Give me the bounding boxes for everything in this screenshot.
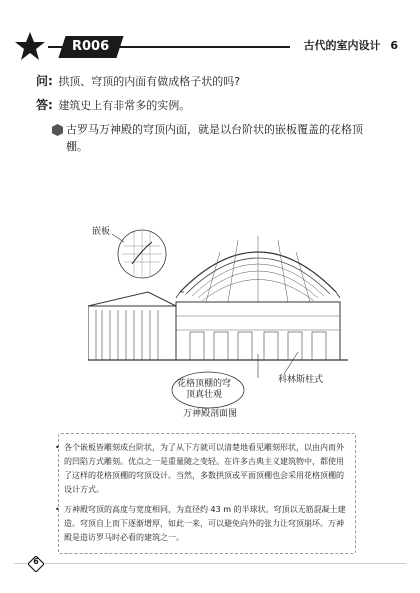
question-key: 问: (36, 74, 53, 88)
section-code-badge (58, 36, 123, 58)
note-item-2 (55, 503, 350, 545)
panel-label: 嵌板 (92, 227, 111, 237)
hexagon-bullet-icon (52, 124, 63, 136)
page-number: 6 (33, 557, 39, 566)
bullet-dot: • (55, 505, 60, 514)
answer-text: 建筑史上有非常多的实例。 (58, 99, 191, 112)
footer-rule (14, 563, 406, 564)
answer-line (36, 96, 190, 113)
chapter-number: 6 (390, 39, 398, 52)
question-line (36, 72, 240, 89)
note-text-1: 各个嵌板皆雕刻成台阶状，为了从下方就可以清楚地看见雕刻形状，以由内而外的凹陷方式雕刻。优点之一是重量随之变轻。在许多古典主义建筑物中，都使用了这样的花格顶棚的穹顶设计。当然，多数拱顶或平面顶棚也会采用花格顶棚的设计方式。 (64, 443, 344, 494)
section-code: R006 (72, 39, 110, 54)
note-item-1 (55, 441, 350, 497)
coffer-bubble-label: 花格顶棚的穹顶真壮观 (176, 379, 231, 400)
question-text: 拱顶、穹顶的内面有做成格子状的吗? (58, 75, 241, 88)
chapter-name: 古代的室内设计 (303, 39, 381, 52)
bullet-dot: • (55, 443, 60, 452)
chapter-title (290, 34, 403, 58)
star-icon (14, 30, 46, 62)
note-text-2: 万神殿穹顶的高度与宽度相同，为直径约 43 m 的半球状。穹顶以无筋混凝土建造。穹顶自上而下逐渐增厚，如此一来，可以避免向外的张力让穹顶崩坏。万神殿是造访罗马时必看的建筑之一。 (64, 505, 346, 542)
lead-paragraph: 古罗马万神殿的穹顶内面，就是以台阶状的嵌板覆盖的花格顶棚。 (66, 123, 363, 153)
figure-caption: 万神殿剖面图 (182, 409, 237, 419)
answer-key: 答: (36, 98, 53, 112)
corinthian-column-label: 科林斯柱式 (278, 375, 324, 385)
